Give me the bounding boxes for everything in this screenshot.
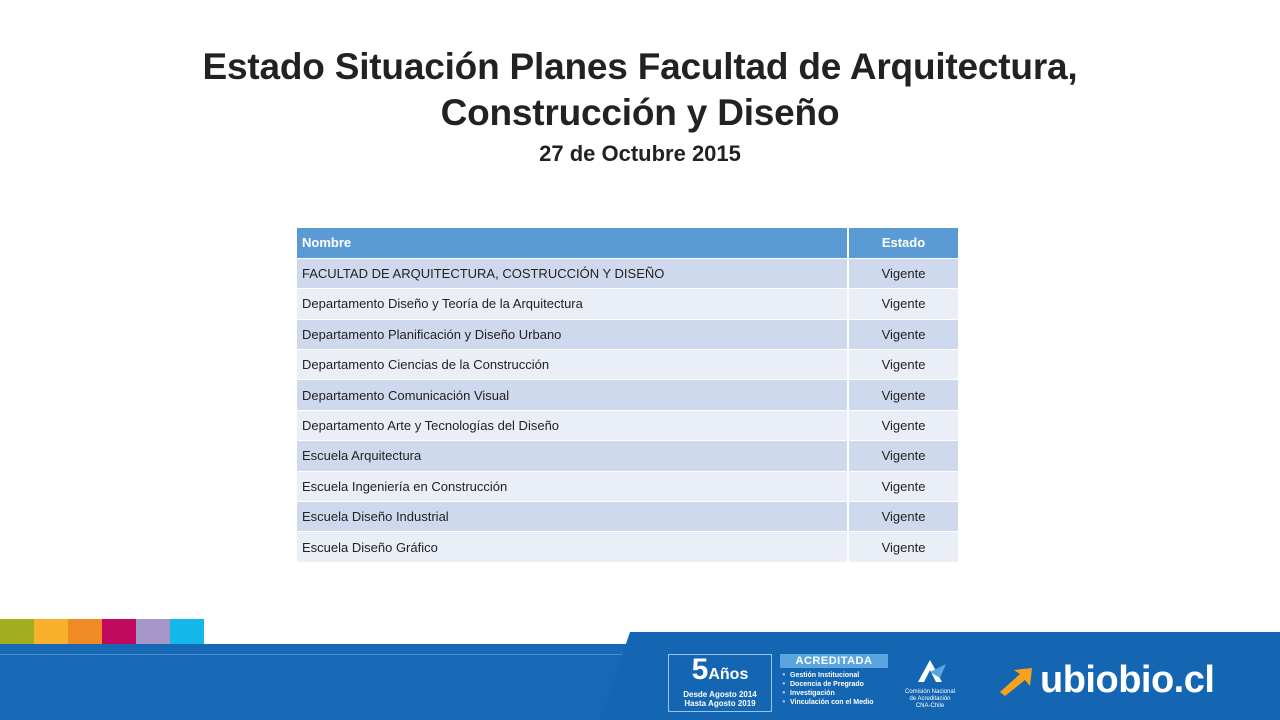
table-row (297, 471, 958, 501)
row-name: Escuela Diseño Gráfico (297, 532, 848, 562)
cna-line3: CNA-Chile (915, 703, 945, 709)
strip-swatch-magenta (102, 619, 136, 644)
cna-line1: Comisión Nacional (904, 689, 956, 695)
strip-swatch-cyan (170, 619, 204, 644)
table-header-row (297, 228, 958, 258)
header-name: Nombre (297, 228, 848, 258)
area-item: ● Docencia de Pregrado (780, 680, 888, 689)
accredited-label: ACREDITADA (780, 654, 888, 668)
area-item: ● Vinculación con el Medio (780, 698, 888, 707)
years-number: 5 (691, 653, 709, 686)
row-name: Escuela Ingeniería en Construcción (297, 471, 848, 501)
area-item: ● Investigación (780, 689, 888, 698)
row-name: Departamento Diseño y Teoría de la Arquitectura (297, 289, 848, 319)
row-name: Departamento Arte y Tecnologías del Diseño (297, 410, 848, 440)
table-row (297, 380, 958, 410)
accreditation-to: Hasta Agosto 2019 (684, 699, 756, 708)
brand-color-strip (0, 619, 204, 644)
ubiobio-logo[interactable] (996, 660, 1214, 700)
row-state: Vigente (848, 441, 958, 471)
table-row (297, 502, 958, 532)
row-state: Vigente (848, 532, 958, 562)
site-name[interactable]: ubiobio.cl (1040, 659, 1215, 701)
area-item: ● Gestión Institucional (780, 671, 888, 680)
strip-swatch-orange (68, 619, 102, 644)
slide-header (0, 44, 1280, 169)
table-row (297, 410, 958, 440)
row-state: Vigente (848, 350, 958, 380)
areas-list (780, 671, 888, 707)
row-state: Vigente (848, 471, 958, 501)
table-row (297, 289, 958, 319)
row-name: FACULTAD DE ARQUITECTURA, COSTRUCCIÓN Y DISEÑO (297, 258, 848, 288)
cna-logo-icon (910, 658, 950, 684)
row-state: Vigente (848, 410, 958, 440)
years-word: Años (708, 666, 749, 683)
table-row (297, 350, 958, 380)
row-state: Vigente (848, 258, 958, 288)
row-state: Vigente (848, 502, 958, 532)
slide-title-line2: Construcción y Diseño (440, 92, 840, 133)
row-name: Departamento Comunicación Visual (297, 380, 848, 410)
accreditation-from: Desde Agosto 2014 (683, 690, 757, 699)
strip-swatch-lavender (136, 619, 170, 644)
plans-status-table (297, 228, 958, 563)
strip-swatch-olive (0, 619, 34, 644)
slide-date: 27 de Octubre 2015 (539, 141, 741, 166)
ubiobio-arrow-icon (996, 664, 1036, 696)
row-name: Escuela Diseño Industrial (297, 502, 848, 532)
years-figure (669, 655, 771, 690)
row-name: Escuela Arquitectura (297, 441, 848, 471)
accredited-areas (780, 654, 888, 712)
row-name: Departamento Ciencias de la Construcción (297, 350, 848, 380)
cna-line2: de Acreditación (909, 696, 951, 702)
table-row (297, 532, 958, 562)
table-row (297, 319, 958, 349)
strip-swatch-yellow (34, 619, 68, 644)
cna-logo-block (895, 658, 965, 708)
footer-divider (0, 654, 630, 655)
table-row (297, 258, 958, 288)
row-state: Vigente (848, 380, 958, 410)
row-state: Vigente (848, 319, 958, 349)
table-row (297, 441, 958, 471)
accreditation-years-badge (668, 654, 772, 712)
slide-title-line1: Estado Situación Planes Facultad de Arquitectura, (202, 46, 1078, 87)
header-state: Estado (848, 228, 958, 258)
row-name: Departamento Planificación y Diseño Urbano (297, 319, 848, 349)
row-state: Vigente (848, 289, 958, 319)
